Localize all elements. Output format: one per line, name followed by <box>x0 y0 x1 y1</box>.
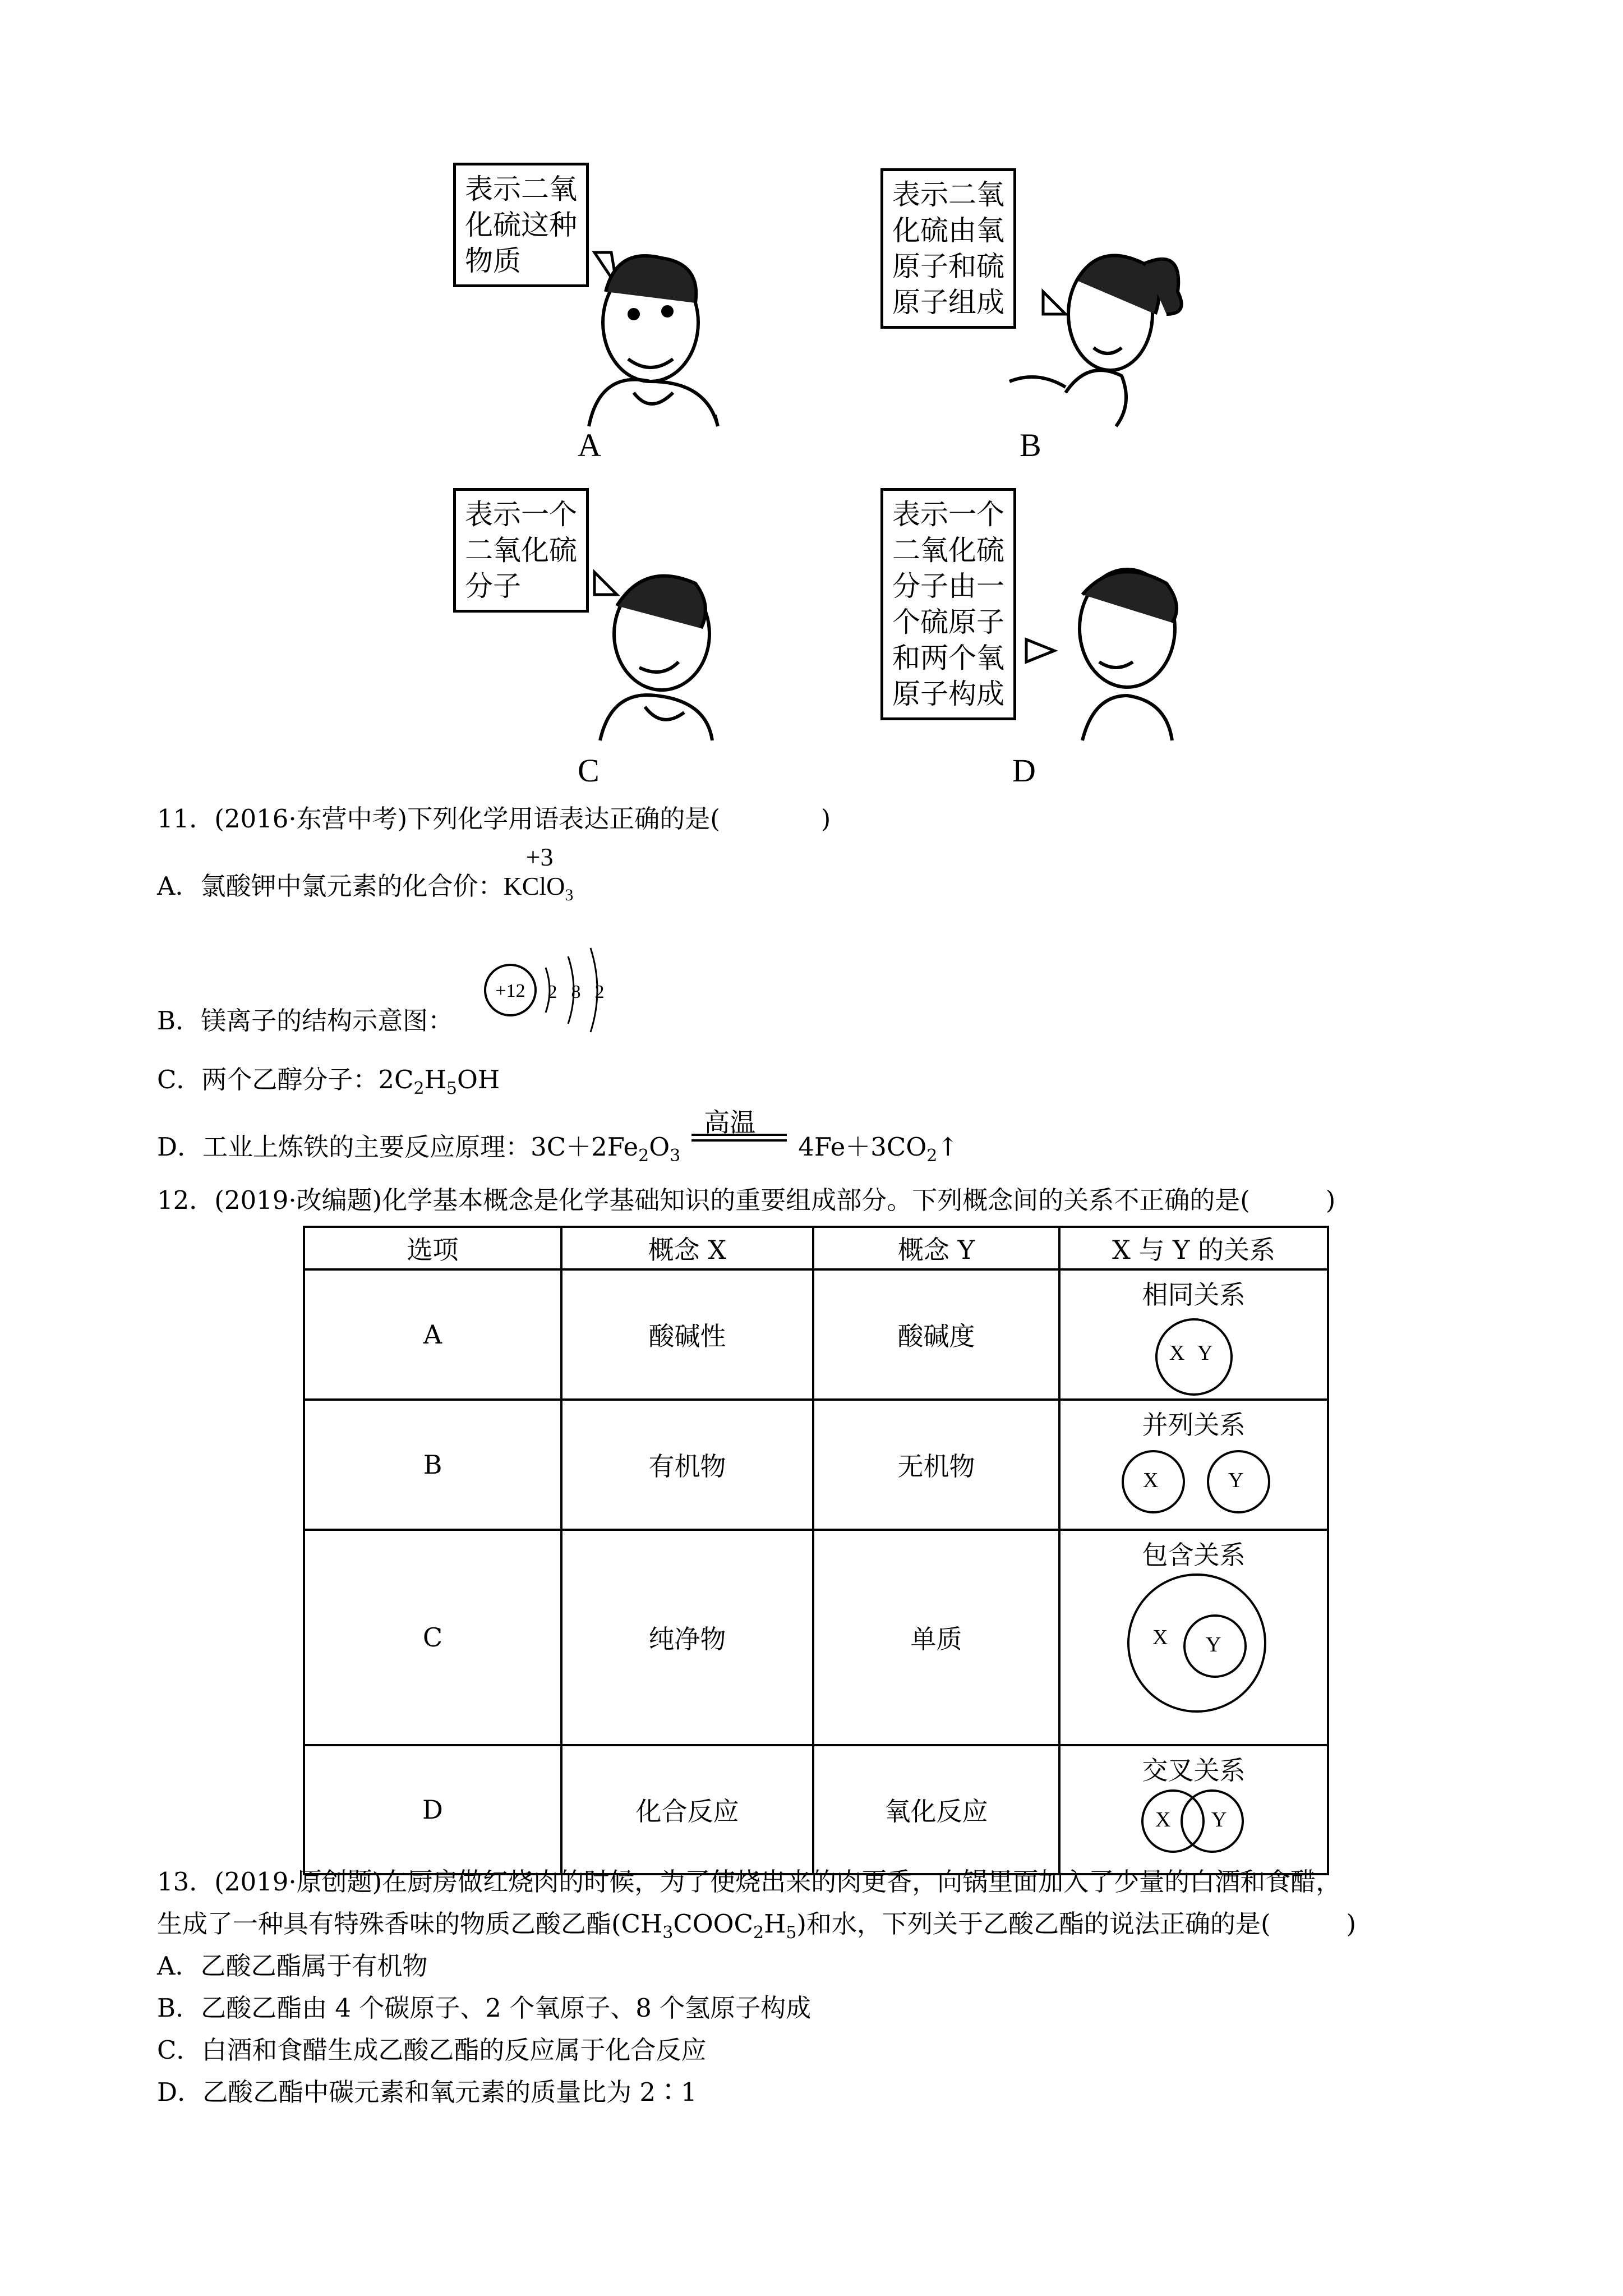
table-header-row <box>304 1227 1328 1269</box>
concept-x-cell: 酸碱性 <box>561 1269 813 1400</box>
reaction-condition: 高温 <box>691 1130 787 1164</box>
option-cell: B <box>304 1400 561 1530</box>
speech-bubble-d: 表示一个 二氧化硫 分子由一 个硫原子 和两个氧 原子构成 <box>880 488 1016 720</box>
figure-label-a: A <box>578 427 601 463</box>
header-concept-x: 概念 X <box>561 1227 813 1269</box>
speech-bubble-c: 表示一个 二氧化硫 分子 <box>453 488 589 613</box>
q13-option-a: A．乙酸乙酯属于有机物 <box>157 1951 428 1981</box>
concept-x-cell: 纯净物 <box>561 1530 813 1745</box>
person-d-icon <box>1080 569 1177 740</box>
venn-same-x-label: X <box>1169 1341 1185 1365</box>
venn-intersect-y-label: Y <box>1211 1808 1227 1832</box>
concept-y-cell: 酸碱度 <box>813 1269 1059 1400</box>
concept-x-cell: 有机物 <box>561 1400 813 1530</box>
concept-y-cell: 氧化反应 <box>813 1745 1059 1874</box>
q13-stem-line2: 生成了一种具有特殊香味的物质乙酸乙酯$(CH_3COOC_2H_5)$和水，下列关于乙酸乙酯的说法正确的是( ) <box>157 1909 1357 1943</box>
q11-option-a <box>157 843 574 912</box>
option-cell: A <box>304 1269 561 1400</box>
header-concept-y: 概念 Y <box>813 1227 1059 1269</box>
header-option: 选项 <box>304 1227 561 1269</box>
venn-contain-y-label: Y <box>1206 1633 1221 1657</box>
q11-option-c: C．两个乙醇分子：$2C_2H_5OH$ <box>157 1065 500 1098</box>
shell-1-electrons: 2 <box>547 982 557 1002</box>
figure-label-b: B <box>1020 427 1041 463</box>
relation-name: 并列关系 <box>1142 1410 1246 1440</box>
q11-stem: 11．(2016·东营中考)下列化学用语表达正确的是( ) <box>157 804 831 834</box>
relation-name: 相同关系 <box>1142 1280 1246 1310</box>
figure-illustration <box>0 0 1623 785</box>
q11-option-a-valence: +3 <box>525 843 554 871</box>
relation-cell <box>1059 1400 1328 1530</box>
venn-parallel-y-label: Y <box>1228 1469 1244 1492</box>
option-cell: C <box>304 1530 561 1745</box>
q11-option-a-formula: +3 KClO$_3$ <box>504 869 574 912</box>
venn-same-y-label: Y <box>1197 1341 1213 1365</box>
shell-3-electrons: 2 <box>594 982 605 1002</box>
q12-stem: 12．(2019·改编题)化学基本概念是化学基础知识的重要组成部分。下列概念间的关系不正确的是( ) <box>157 1185 1336 1215</box>
person-b-icon <box>1009 255 1182 426</box>
concept-x-cell: 化合反应 <box>561 1745 813 1874</box>
nucleus-charge: +12 <box>495 981 525 1001</box>
q11-option-a-text: A．氯酸钾中氯元素的化合价： <box>157 871 504 901</box>
header-relation: X 与 Y 的关系 <box>1059 1227 1328 1269</box>
venn-intersect-x-label: X <box>1155 1808 1171 1832</box>
person-c-icon <box>600 576 712 740</box>
speech-bubble-b: 表示二氧 化硫由氧 原子和硫 原子组成 <box>880 168 1016 329</box>
concept-y-cell: 无机物 <box>813 1400 1059 1530</box>
venn-parallel-x-label: X <box>1143 1469 1159 1492</box>
q13-option-b: B．乙酸乙酯由 4 个碳原子、2 个氧原子、8 个氢原子构成 <box>157 1993 811 2023</box>
relation-name: 交叉关系 <box>1142 1755 1246 1786</box>
speech-bubble-a: 表示二氧 化硫这种 物质 <box>453 163 589 287</box>
q13-option-c: C．白酒和食醋生成乙酸乙酯的反应属于化合反应 <box>157 2035 707 2065</box>
venn-same-circle <box>1155 1318 1233 1396</box>
q11-option-d: D．工业上炼铁的主要反应原理：$3C+2Fe_2O_3$ 高温 $4Fe+3CO_2↑$ <box>157 1107 959 1166</box>
q13-option-d: D．乙酸乙酯中碳元素和氧元素的质量比为 2∶1 <box>157 2077 697 2107</box>
q11-option-b: B．镁离子的结构示意图： <box>157 1006 454 1036</box>
magnesium-ion-structure-diagram <box>479 934 625 1046</box>
shell-2-electrons: 8 <box>571 982 581 1002</box>
venn-contain-x-label: X <box>1152 1626 1168 1649</box>
q13-stem-line1: 13．(2019·原创题)在厨房做红烧肉的时候，为了使烧出来的肉更香，向锅里面加入了少量的白酒和食醋， <box>157 1867 1341 1897</box>
person-a-icon <box>589 256 718 426</box>
option-cell: D <box>304 1745 561 1874</box>
figure-label-c: C <box>578 752 600 789</box>
figure-label-d: D <box>1012 752 1036 789</box>
relation-name: 包含关系 <box>1142 1540 1246 1570</box>
concept-y-cell: 单质 <box>813 1530 1059 1745</box>
